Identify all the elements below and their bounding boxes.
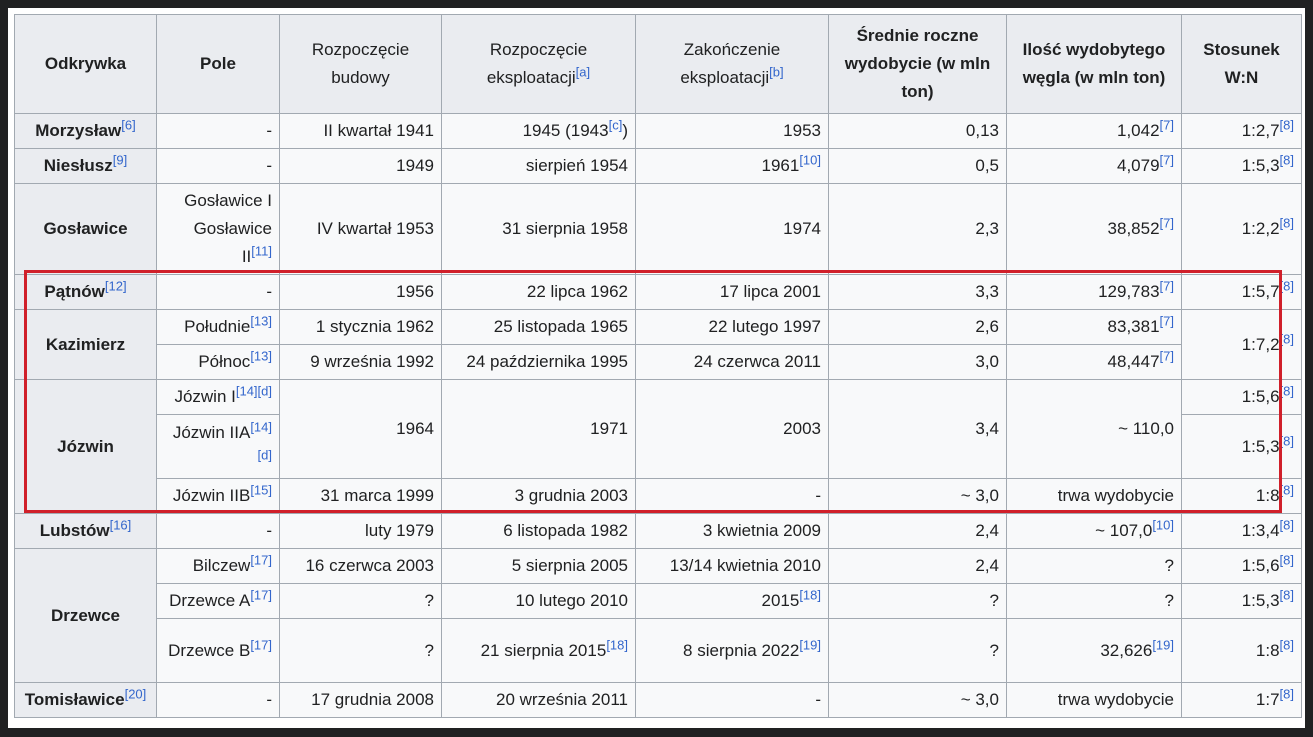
cell-budowa: 16 czerwca 2003 <box>280 549 442 584</box>
mines-table <box>14 14 1302 718</box>
ref-link[interactable]: [8] <box>1279 117 1294 133</box>
ref-link[interactable]: [c] <box>608 117 623 133</box>
cell-eksploatacja: sierpień 1954 <box>442 149 636 184</box>
ref-link[interactable]: [8] <box>1279 383 1294 399</box>
page-frame <box>8 8 1305 728</box>
cell-stosunek: 1:2,7[8] <box>1182 114 1302 149</box>
ref-link[interactable]: [8] <box>1279 330 1294 346</box>
cell-zakonczenie: - <box>636 479 829 514</box>
cell-zakonczenie: 1961[10] <box>636 149 829 184</box>
cell-stosunek: 1:8[8] <box>1182 479 1302 514</box>
ref-link[interactable]: [19] <box>1152 636 1174 652</box>
cell-wydobycie: ~ 3,0 <box>829 479 1007 514</box>
col-header-zakonczenie[interactable]: Zakończenie eksploatacji[b] <box>636 15 829 114</box>
cell-eksploatacja: 21 sierpnia 2015[18] <box>442 619 636 683</box>
table-row <box>15 619 1302 683</box>
col-header-odkrywka[interactable]: Odkrywka <box>15 15 157 114</box>
ref-link[interactable]: [8] <box>1279 686 1294 702</box>
col-header-stosunek[interactable]: Stosunek W:N <box>1182 15 1302 114</box>
table-row <box>15 114 1302 149</box>
table-row <box>15 184 1302 275</box>
cell-budowa: II kwartał 1941 <box>280 114 442 149</box>
cell-eksploatacja: 10 lutego 2010 <box>442 584 636 619</box>
col-header-eksploatacja[interactable]: Rozpoczęcie eksploatacji[a] <box>442 15 636 114</box>
ref-link[interactable]: [10] <box>1152 517 1174 533</box>
ref-link[interactable]: [12] <box>104 278 127 294</box>
cell-zakonczenie: 8 sierpnia 2022[19] <box>636 619 829 683</box>
cell-ilosc: ~ 110,0 <box>1007 380 1182 479</box>
cell-pole: - <box>157 683 280 718</box>
cell-stosunek: 1:5,3[8] <box>1182 415 1302 479</box>
cell-budowa: 31 marca 1999 <box>280 479 442 514</box>
cell-stosunek: 1:7,2[8] <box>1182 310 1302 380</box>
cell-wydobycie: ~ 3,0 <box>829 683 1007 718</box>
cell-zakonczenie: 17 lipca 2001 <box>636 275 829 310</box>
ref-link[interactable]: [10] <box>799 152 821 168</box>
table-row <box>15 584 1302 619</box>
cell-wydobycie: 0,5 <box>829 149 1007 184</box>
cell-eksploatacja: 20 września 2011 <box>442 683 636 718</box>
cell-zakonczenie: 13/14 kwietnia 2010 <box>636 549 829 584</box>
cell-eksploatacja: 22 lipca 1962 <box>442 275 636 310</box>
cell-budowa: IV kwartał 1953 <box>280 184 442 275</box>
table-row <box>15 275 1302 310</box>
ref-link[interactable]: [8] <box>1279 432 1294 448</box>
ref-link[interactable]: [20] <box>124 686 147 702</box>
cell-eksploatacja: 1971 <box>442 380 636 479</box>
cell-wydobycie: 3,0 <box>829 345 1007 380</box>
cell-stosunek: 1:5,6[8] <box>1182 549 1302 584</box>
ref-link[interactable]: [a] <box>575 64 591 80</box>
ref-link[interactable]: [14][d] <box>250 418 272 462</box>
ref-link[interactable]: [8] <box>1279 278 1294 294</box>
cell-zakonczenie: 1953 <box>636 114 829 149</box>
cell-wydobycie: 0,13 <box>829 114 1007 149</box>
ref-link[interactable]: [8] <box>1279 215 1294 231</box>
cell-wydobycie: 3,4 <box>829 380 1007 479</box>
cell-ilosc: 1,042[7] <box>1007 114 1182 149</box>
row-header: Józwin <box>15 380 157 514</box>
table-row <box>15 479 1302 514</box>
table-row <box>15 345 1302 380</box>
cell-pole: Drzewce A[17] <box>157 584 280 619</box>
table-row <box>15 149 1302 184</box>
cell-budowa: 1 stycznia 1962 <box>280 310 442 345</box>
cell-pole: Józwin IIB[15] <box>157 479 280 514</box>
cell-ilosc: 32,626[19] <box>1007 619 1182 683</box>
cell-budowa: ? <box>280 619 442 683</box>
cell-eksploatacja: 24 października 1995 <box>442 345 636 380</box>
cell-eksploatacja: 6 listopada 1982 <box>442 514 636 549</box>
row-header: Tomisławice[20] <box>15 683 157 718</box>
ref-link[interactable]: [17] <box>250 636 272 652</box>
cell-stosunek: 1:7[8] <box>1182 683 1302 718</box>
ref-link[interactable]: [13] <box>250 313 272 329</box>
ref-link[interactable]: [8] <box>1279 482 1294 498</box>
cell-pole: Południe[13] <box>157 310 280 345</box>
header-row <box>15 15 1302 114</box>
cell-zakonczenie: 3 kwietnia 2009 <box>636 514 829 549</box>
ref-link[interactable]: [9] <box>112 152 128 168</box>
cell-budowa: 17 grudnia 2008 <box>280 683 442 718</box>
ref-link[interactable]: [11] <box>251 243 272 259</box>
table-row <box>15 549 1302 584</box>
cell-stosunek: 1:3,4[8] <box>1182 514 1302 549</box>
ref-link[interactable]: [7] <box>1159 278 1174 294</box>
cell-pole: Józwin I[14][d] <box>157 380 280 415</box>
cell-ilosc: 38,852[7] <box>1007 184 1182 275</box>
cell-stosunek: 1:2,2[8] <box>1182 184 1302 275</box>
cell-wydobycie: 3,3 <box>829 275 1007 310</box>
ref-link[interactable]: [7] <box>1159 313 1174 329</box>
ref-link[interactable]: [8] <box>1279 152 1294 168</box>
row-header: Gosławice <box>15 184 157 275</box>
cell-ilosc: 48,447[7] <box>1007 345 1182 380</box>
ref-link[interactable]: [19] <box>799 636 821 652</box>
table-row <box>15 380 1302 415</box>
cell-stosunek: 1:5,3[8] <box>1182 149 1302 184</box>
cell-eksploatacja: 25 listopada 1965 <box>442 310 636 345</box>
ref-link[interactable]: [13] <box>250 348 272 364</box>
cell-budowa: 9 września 1992 <box>280 345 442 380</box>
cell-wydobycie: ? <box>829 584 1007 619</box>
cell-stosunek: 1:5,6[8] <box>1182 380 1302 415</box>
ref-link[interactable]: [17] <box>250 587 272 603</box>
cell-ilosc: 83,381[7] <box>1007 310 1182 345</box>
cell-budowa: 1964 <box>280 380 442 479</box>
ref-link[interactable]: [7] <box>1159 117 1174 133</box>
cell-zakonczenie: 24 czerwca 2011 <box>636 345 829 380</box>
cell-pole: Józwin IIA[14][d] <box>157 415 280 479</box>
ref-link[interactable]: [18] <box>799 587 821 603</box>
cell-eksploatacja: 1945 (1943[c]) <box>442 114 636 149</box>
row-header: Drzewce <box>15 549 157 683</box>
ref-link[interactable]: [17] <box>250 552 272 568</box>
row-header: Kazimierz <box>15 310 157 380</box>
cell-ilosc: trwa wydobycie <box>1007 479 1182 514</box>
col-header-wydobycie[interactable]: Średnie roczne wydobycie (w mln ton) <box>829 15 1007 114</box>
col-header-pole[interactable]: Pole <box>157 15 280 114</box>
cell-pole: Gosławice I Gosławice II[11] <box>157 184 280 275</box>
ref-link[interactable]: [8] <box>1279 517 1294 533</box>
ref-link[interactable]: [14][d] <box>235 383 272 399</box>
cell-pole: - <box>157 149 280 184</box>
ref-link[interactable]: [16] <box>109 517 132 533</box>
cell-pole: - <box>157 275 280 310</box>
cell-pole: Bilczew[17] <box>157 549 280 584</box>
row-header: Niesłusz[9] <box>15 149 157 184</box>
row-header: Pątnów[12] <box>15 275 157 310</box>
table-row <box>15 514 1302 549</box>
col-header-budowa[interactable]: Rozpoczęcie budowy <box>280 15 442 114</box>
cell-pole: - <box>157 514 280 549</box>
table-row <box>15 683 1302 718</box>
cell-eksploatacja: 31 sierpnia 1958 <box>442 184 636 275</box>
cell-eksploatacja: 5 sierpnia 2005 <box>442 549 636 584</box>
cell-wydobycie: 2,6 <box>829 310 1007 345</box>
cell-stosunek: 1:5,3[8] <box>1182 584 1302 619</box>
col-header-ilosc[interactable]: Ilość wydobytego węgla (w mln ton) <box>1007 15 1182 114</box>
cell-pole: Drzewce B[17] <box>157 619 280 683</box>
cell-budowa: ? <box>280 584 442 619</box>
cell-zakonczenie: 2003 <box>636 380 829 479</box>
ref-link[interactable]: [8] <box>1279 587 1294 603</box>
ref-link[interactable]: [8] <box>1279 636 1294 652</box>
cell-zakonczenie: 2015[18] <box>636 584 829 619</box>
cell-budowa: 1956 <box>280 275 442 310</box>
cell-ilosc: 4,079[7] <box>1007 149 1182 184</box>
cell-ilosc: ? <box>1007 584 1182 619</box>
cell-eksploatacja: 3 grudnia 2003 <box>442 479 636 514</box>
cell-wydobycie: 2,4 <box>829 514 1007 549</box>
cell-wydobycie: 2,3 <box>829 184 1007 275</box>
cell-pole: Północ[13] <box>157 345 280 380</box>
table-row <box>15 310 1302 345</box>
cell-zakonczenie: 1974 <box>636 184 829 275</box>
cell-stosunek: 1:8[8] <box>1182 619 1302 683</box>
ref-link[interactable]: [7] <box>1159 215 1174 231</box>
cell-ilosc: ~ 107,0[10] <box>1007 514 1182 549</box>
cell-wydobycie: 2,4 <box>829 549 1007 584</box>
cell-zakonczenie: 22 lutego 1997 <box>636 310 829 345</box>
cell-zakonczenie: - <box>636 683 829 718</box>
cell-budowa: luty 1979 <box>280 514 442 549</box>
ref-link[interactable]: [b] <box>769 64 784 80</box>
cell-ilosc: trwa wydobycie <box>1007 683 1182 718</box>
cell-pole: - <box>157 114 280 149</box>
ref-link[interactable]: [6] <box>121 117 136 133</box>
ref-link[interactable]: [15] <box>250 482 272 498</box>
cell-budowa: 1949 <box>280 149 442 184</box>
ref-link[interactable]: [7] <box>1159 152 1174 168</box>
row-header: Morzysław[6] <box>15 114 157 149</box>
row-header: Lubstów[16] <box>15 514 157 549</box>
ref-link[interactable]: [18] <box>606 636 628 652</box>
cell-ilosc: ? <box>1007 549 1182 584</box>
ref-link[interactable]: [7] <box>1159 348 1174 364</box>
cell-wydobycie: ? <box>829 619 1007 683</box>
ref-link[interactable]: [8] <box>1279 552 1294 568</box>
cell-ilosc: 129,783[7] <box>1007 275 1182 310</box>
cell-stosunek: 1:5,7[8] <box>1182 275 1302 310</box>
